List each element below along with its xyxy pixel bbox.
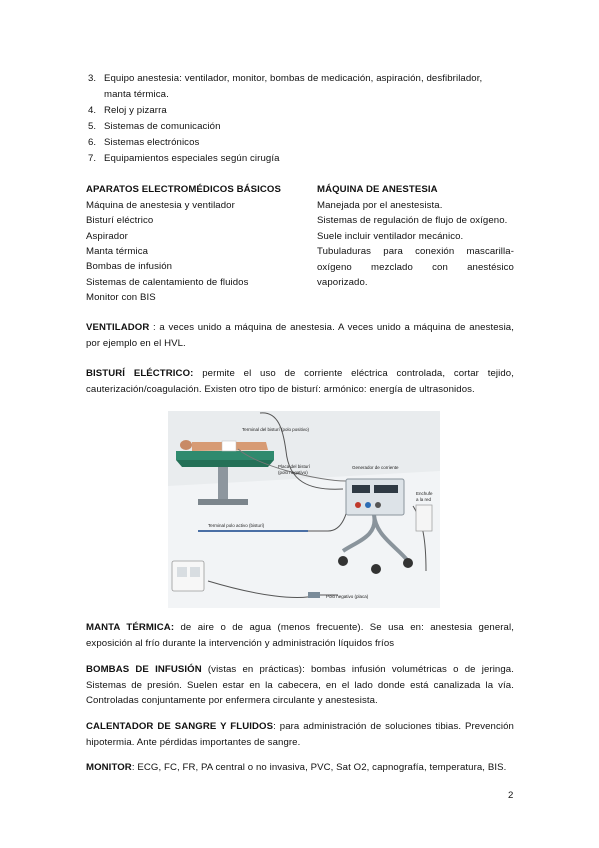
- right-column-paragraph: Tubuladuras para conexión mascarilla- oxígeno mezclado con anestésico vaporizado.: [317, 246, 514, 288]
- figure-label: (polo negativo): [278, 470, 308, 475]
- ventilador-paragraph: VENTILADOR : a veces unido a máquina de anestesia. A veces unido a máquina de anestesia, por ejemplo en el HVL.: [86, 322, 514, 349]
- return-plate: [172, 561, 204, 591]
- figure-label: a la red: [416, 497, 432, 502]
- page-number: 2: [508, 790, 514, 801]
- list-item: 4. Reloj y pizarra: [88, 105, 167, 116]
- figure-label: Terminal del bisturí (polo positivo): [242, 427, 310, 432]
- figure-label: Enchufe: [416, 491, 433, 496]
- bisturi-paragraph: BISTURÍ ELÉCTRICO: permite el uso de corriente eléctrica controlada, cortar tejido, cauterización/coagulación. Existen otro tipo de bisturí: armónico: energía de ultrasonidos.: [86, 368, 514, 395]
- left-column-item: Bombas de infusión: [86, 261, 173, 272]
- figure-label: Placa del bisturí: [278, 464, 311, 469]
- list-item: 3. Equipo anestesia: ventilador, monitor, bombas de medicación, aspiración, desfibrilador,: [88, 73, 483, 84]
- electrosurgery-illustration: [168, 411, 440, 608]
- left-column-item: Sistemas de calentamiento de fluidos: [86, 277, 249, 288]
- left-column-item: Bisturí eléctrico: [86, 215, 154, 226]
- list-item: 6. Sistemas electrónicos: [88, 137, 200, 148]
- connector: [308, 592, 320, 598]
- figure-label: Polo negativo (placa): [326, 594, 369, 599]
- right-column-item: Sistemas de regulación de flujo de oxígeno.: [317, 215, 508, 226]
- left-column-heading: APARATOS ELECTROMÉDICOS BÁSICOS: [86, 184, 281, 195]
- wall-socket: [416, 505, 432, 531]
- left-column-item: Máquina de anestesia y ventilador: [86, 200, 235, 211]
- manta-paragraph: MANTA TÉRMICA: de aire o de agua (menos frecuente). Se usa en: anestesia general, exposición al frío durante la intervención y administración líquidos fríos: [86, 622, 514, 649]
- list-item: 7. Equipamientos especiales según cirugía: [88, 153, 280, 164]
- right-column-heading: MÁQUINA DE ANESTESIA: [317, 184, 438, 195]
- figure-label: Generador de corriente: [352, 465, 399, 470]
- monitor-paragraph: MONITOR: ECG, FC, FR, PA central o no invasiva, PVC, Sat O2, capnografía, temperatura, BIS.: [86, 762, 507, 773]
- right-column-item: Suele incluir ventilador mecánico.: [317, 231, 464, 242]
- figure-label: Terminal polo activo (bisturí): [208, 523, 265, 528]
- list-item: 5. Sistemas de comunicación: [88, 121, 221, 132]
- left-column-item: Monitor con BIS: [86, 292, 156, 303]
- right-column-item: Manejada por el anestesista.: [317, 200, 443, 211]
- list-item-continuation: manta térmica.: [104, 89, 169, 100]
- calentador-paragraph: CALENTADOR DE SANGRE Y FLUIDOS: para administración de soluciones tibias. Prevención hipotermia. Ante pérdidas importantes de sangre.: [86, 721, 514, 748]
- left-column-item: Aspirador: [86, 231, 128, 242]
- left-column-item: Manta térmica: [86, 246, 149, 257]
- bombas-paragraph: BOMBAS DE INFUSIÓN (vistas en prácticas): bombas infusión volumétricas o de jeringa. Sistemas de presión. Suelen estar en la cabecera, en el lado donde está canalizada la vía. Controladas conjuntamente por enfermera circulante y anestesista.: [86, 664, 514, 706]
